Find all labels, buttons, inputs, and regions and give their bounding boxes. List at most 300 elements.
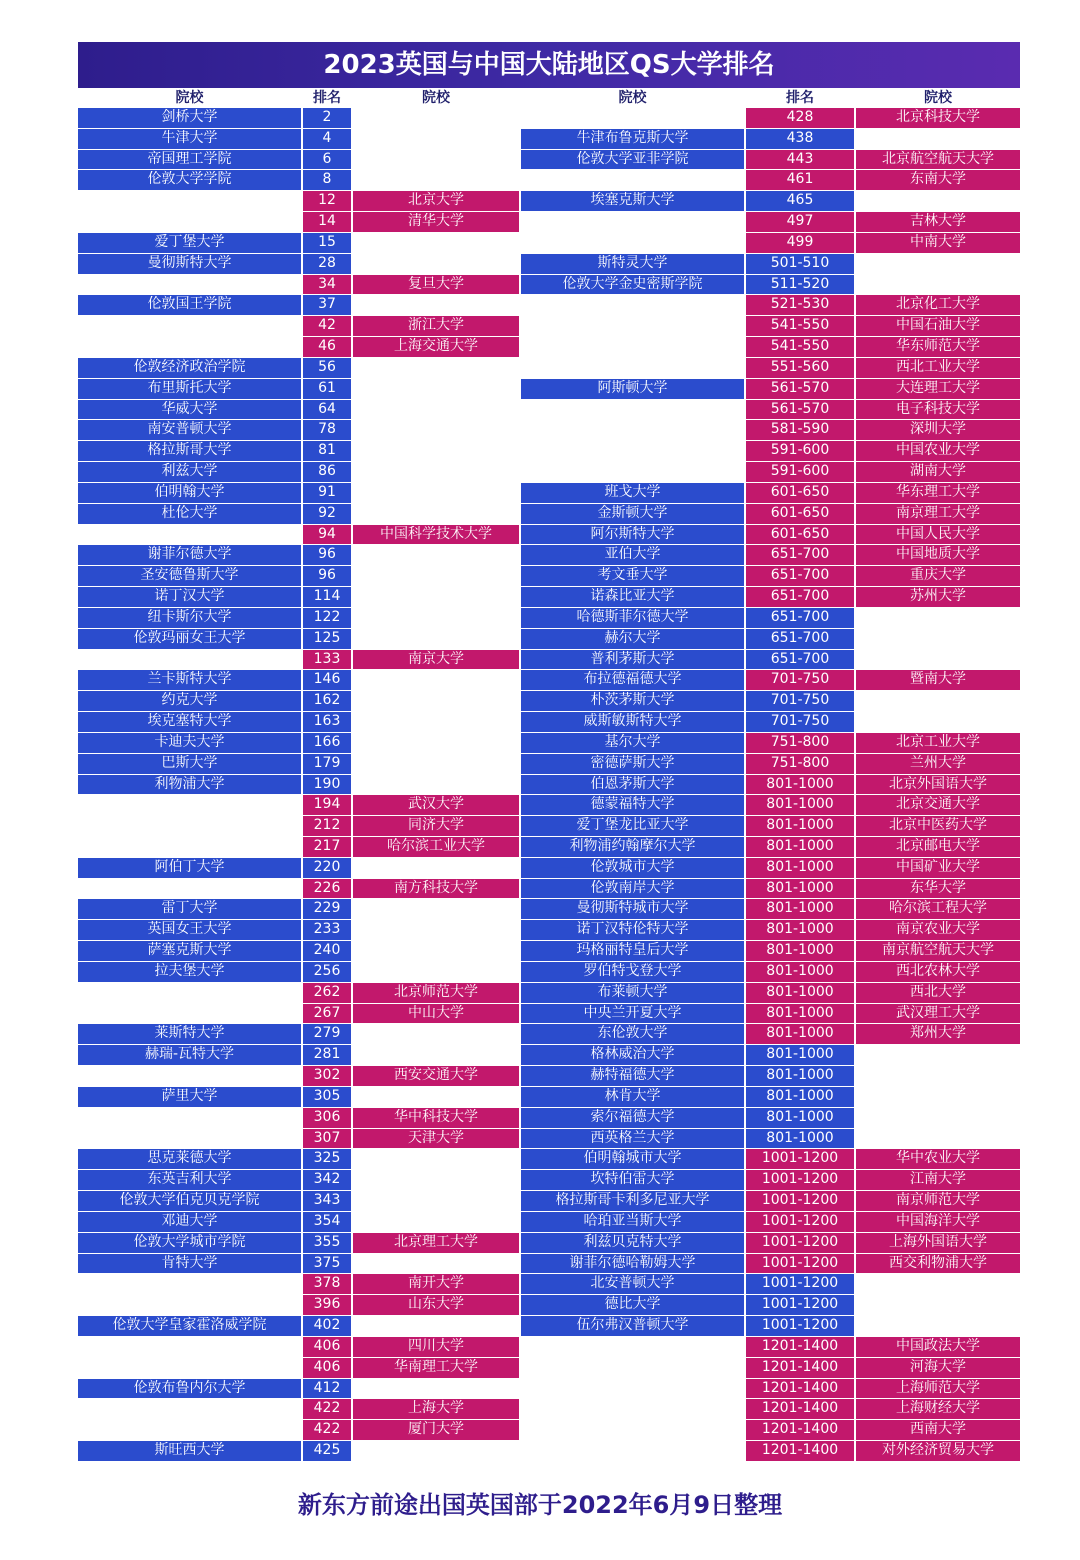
uk-school-cell: 金斯顿大学 <box>521 504 744 524</box>
cn-school-cell: 上海大学 <box>353 1399 519 1419</box>
table-row <box>78 295 1020 316</box>
footer-credit: 新东方前途出国英国部于2022年6月9日整理 <box>297 1491 783 1519</box>
header-cn-school-right: 院校 <box>924 90 952 106</box>
rank-cell: 1001-1200 <box>746 1170 854 1190</box>
cn-school-cell: 西安交通大学 <box>353 1066 519 1086</box>
uk-school-cell: 伦敦国王学院 <box>78 295 301 315</box>
uk-school-cell: 英国女王大学 <box>78 920 301 940</box>
table-row <box>78 212 1020 233</box>
uk-school-cell: 德蒙福特大学 <box>521 795 744 815</box>
cn-school-cell: 浙江大学 <box>353 316 519 336</box>
table-row <box>78 525 1020 546</box>
uk-school-cell: 纽卡斯尔大学 <box>78 608 301 628</box>
rank-cell: 601-650 <box>746 504 854 524</box>
uk-school-cell: 东英吉利大学 <box>78 1170 301 1190</box>
cn-school-cell: 北京科技大学 <box>856 108 1020 128</box>
table-row <box>78 1295 1020 1316</box>
rank-cell: 551-560 <box>746 358 854 378</box>
rank-cell: 163 <box>303 712 351 732</box>
uk-school-cell: 诺丁汉特伦特大学 <box>521 920 744 940</box>
rank-cell: 511-520 <box>746 275 854 295</box>
uk-school-cell: 伦敦大学学院 <box>78 170 301 190</box>
rank-cell: 212 <box>303 816 351 836</box>
cn-school-cell: 南京大学 <box>353 650 519 670</box>
cn-school-cell: 武汉大学 <box>353 795 519 815</box>
cn-school-cell: 山东大学 <box>353 1295 519 1315</box>
uk-school-cell: 坎特伯雷大学 <box>521 1170 744 1190</box>
rank-cell: 306 <box>303 1108 351 1128</box>
rank-cell: 651-700 <box>746 566 854 586</box>
rank-cell: 91 <box>303 483 351 503</box>
rank-cell: 651-700 <box>746 608 854 628</box>
cn-school-cell: 复旦大学 <box>353 275 519 295</box>
table-header <box>78 88 1020 108</box>
table-row <box>78 316 1020 337</box>
uk-school-cell: 基尔大学 <box>521 733 744 753</box>
table-row <box>78 1441 1020 1462</box>
uk-school-cell: 约克大学 <box>78 691 301 711</box>
uk-school-cell: 伦敦玛丽女王大学 <box>78 629 301 649</box>
uk-school-cell: 杜伦大学 <box>78 504 301 524</box>
rank-cell: 34 <box>303 275 351 295</box>
uk-school-cell: 谢菲尔德大学 <box>78 545 301 565</box>
rank-cell: 378 <box>303 1274 351 1294</box>
table-row <box>78 483 1020 504</box>
cn-school-cell: 深圳大学 <box>856 420 1020 440</box>
rank-cell: 233 <box>303 920 351 940</box>
uk-school-cell: 格拉斯哥大学 <box>78 441 301 461</box>
rank-cell: 343 <box>303 1191 351 1211</box>
uk-school-cell: 普利茅斯大学 <box>521 650 744 670</box>
uk-school-cell: 雷丁大学 <box>78 899 301 919</box>
uk-school-cell: 诺森比亚大学 <box>521 587 744 607</box>
rank-cell: 801-1000 <box>746 1108 854 1128</box>
uk-school-cell: 伦敦经济政治学院 <box>78 358 301 378</box>
cn-school-cell: 华东师范大学 <box>856 337 1020 357</box>
rank-cell: 81 <box>303 441 351 461</box>
uk-school-cell: 埃克塞特大学 <box>78 712 301 732</box>
cn-school-cell: 兰州大学 <box>856 754 1020 774</box>
uk-school-cell: 林肯大学 <box>521 1087 744 1107</box>
uk-school-cell: 巴斯大学 <box>78 754 301 774</box>
table-row <box>78 712 1020 733</box>
table-row <box>78 941 1020 962</box>
rank-cell: 355 <box>303 1233 351 1253</box>
cn-school-cell: 西南大学 <box>856 1420 1020 1440</box>
rank-cell: 499 <box>746 233 854 253</box>
cn-school-cell: 江南大学 <box>856 1170 1020 1190</box>
rank-cell: 751-800 <box>746 754 854 774</box>
table-row <box>78 191 1020 212</box>
rank-cell: 801-1000 <box>746 899 854 919</box>
table-row <box>78 837 1020 858</box>
cn-school-cell: 北京邮电大学 <box>856 837 1020 857</box>
uk-school-cell: 伦敦南岸大学 <box>521 879 744 899</box>
rank-cell: 581-590 <box>746 420 854 440</box>
cn-school-cell: 四川大学 <box>353 1337 519 1357</box>
table-row <box>78 1066 1020 1087</box>
uk-school-cell: 爱丁堡大学 <box>78 233 301 253</box>
rank-cell: 146 <box>303 670 351 690</box>
rank-cell: 801-1000 <box>746 795 854 815</box>
cn-school-cell: 华中科技大学 <box>353 1108 519 1128</box>
cn-school-cell: 中山大学 <box>353 1004 519 1024</box>
cn-school-cell: 北京理工大学 <box>353 1233 519 1253</box>
rank-cell: 2 <box>303 108 351 128</box>
uk-school-cell: 格林威治大学 <box>521 1045 744 1065</box>
table-row <box>78 1420 1020 1441</box>
cn-school-cell: 华南理工大学 <box>353 1358 519 1378</box>
uk-school-cell: 莱斯特大学 <box>78 1024 301 1044</box>
rank-cell: 302 <box>303 1066 351 1086</box>
table-row <box>78 420 1020 441</box>
cn-school-cell: 苏州大学 <box>856 587 1020 607</box>
uk-school-cell: 伦敦大学伯克贝克学院 <box>78 1191 301 1211</box>
uk-school-cell: 剑桥大学 <box>78 108 301 128</box>
uk-school-cell: 谢菲尔德哈勒姆大学 <box>521 1254 744 1274</box>
rank-cell: 801-1000 <box>746 1129 854 1149</box>
table-row <box>78 1379 1020 1400</box>
table-row <box>78 962 1020 983</box>
table-row <box>78 858 1020 879</box>
table-row <box>78 379 1020 400</box>
uk-school-cell: 伦敦大学皇家霍洛威学院 <box>78 1316 301 1336</box>
table-row <box>78 1004 1020 1025</box>
header-cn-school-left: 院校 <box>422 90 450 106</box>
rank-cell: 1001-1200 <box>746 1233 854 1253</box>
cn-school-cell: 上海外国语大学 <box>856 1233 1020 1253</box>
rank-cell: 1201-1400 <box>746 1337 854 1357</box>
cn-school-cell: 北京工业大学 <box>856 733 1020 753</box>
uk-school-cell: 思克莱德大学 <box>78 1149 301 1169</box>
uk-school-cell: 玛格丽特皇后大学 <box>521 941 744 961</box>
table-row <box>78 670 1020 691</box>
uk-school-cell: 罗伯特戈登大学 <box>521 962 744 982</box>
cn-school-cell: 南京理工大学 <box>856 504 1020 524</box>
cn-school-cell: 中国石油大学 <box>856 316 1020 336</box>
cn-school-cell: 对外经济贸易大学 <box>856 1441 1020 1461</box>
uk-school-cell: 曼彻斯特大学 <box>78 254 301 274</box>
rank-cell: 422 <box>303 1399 351 1419</box>
rank-cell: 240 <box>303 941 351 961</box>
cn-school-cell: 北京大学 <box>353 191 519 211</box>
uk-school-cell: 朴茨茅斯大学 <box>521 691 744 711</box>
uk-school-cell: 威斯敏斯特大学 <box>521 712 744 732</box>
cn-school-cell: 南开大学 <box>353 1274 519 1294</box>
rank-cell: 561-570 <box>746 400 854 420</box>
table-row <box>78 1337 1020 1358</box>
rank-cell: 541-550 <box>746 337 854 357</box>
rank-cell: 406 <box>303 1358 351 1378</box>
rank-cell: 801-1000 <box>746 962 854 982</box>
rank-cell: 166 <box>303 733 351 753</box>
table-row <box>78 608 1020 629</box>
rank-cell: 701-750 <box>746 691 854 711</box>
rank-cell: 256 <box>303 962 351 982</box>
rank-cell: 12 <box>303 191 351 211</box>
rank-cell: 217 <box>303 837 351 857</box>
cn-school-cell: 清华大学 <box>353 212 519 232</box>
uk-school-cell: 亚伯大学 <box>521 545 744 565</box>
rank-cell: 281 <box>303 1045 351 1065</box>
table-row <box>78 462 1020 483</box>
cn-school-cell: 大连理工大学 <box>856 379 1020 399</box>
table-row <box>78 275 1020 296</box>
rank-cell: 61 <box>303 379 351 399</box>
rank-cell: 1001-1200 <box>746 1295 854 1315</box>
rank-cell: 801-1000 <box>746 1004 854 1024</box>
cn-school-cell: 中国科学技术大学 <box>353 525 519 545</box>
cn-school-cell: 中国人民大学 <box>856 525 1020 545</box>
header-uk-school-left: 院校 <box>175 90 204 106</box>
cn-school-cell: 西北大学 <box>856 983 1020 1003</box>
uk-school-cell: 伯明翰大学 <box>78 483 301 503</box>
table-row <box>78 1233 1020 1254</box>
header-rank-left: 排名 <box>313 90 341 106</box>
rank-cell: 651-700 <box>746 650 854 670</box>
table-row <box>78 879 1020 900</box>
table-row <box>78 983 1020 1004</box>
uk-school-cell: 圣安德鲁斯大学 <box>78 566 301 586</box>
rank-cell: 162 <box>303 691 351 711</box>
rank-cell: 14 <box>303 212 351 232</box>
rank-cell: 15 <box>303 233 351 253</box>
table-row <box>78 504 1020 525</box>
rank-cell: 425 <box>303 1441 351 1461</box>
rank-cell: 220 <box>303 858 351 878</box>
rank-cell: 96 <box>303 566 351 586</box>
table-row <box>78 920 1020 941</box>
rank-cell: 801-1000 <box>746 1024 854 1044</box>
rank-cell: 1201-1400 <box>746 1358 854 1378</box>
rank-cell: 801-1000 <box>746 1087 854 1107</box>
cn-school-cell: 郑州大学 <box>856 1024 1020 1044</box>
rank-cell: 501-510 <box>746 254 854 274</box>
rank-cell: 1201-1400 <box>746 1399 854 1419</box>
uk-school-cell: 伦敦城市大学 <box>521 858 744 878</box>
rank-cell: 226 <box>303 879 351 899</box>
uk-school-cell: 布拉德福德大学 <box>521 670 744 690</box>
rank-cell: 751-800 <box>746 733 854 753</box>
cn-school-cell: 北京师范大学 <box>353 983 519 1003</box>
table-row <box>78 733 1020 754</box>
uk-school-cell: 哈德斯菲尔德大学 <box>521 608 744 628</box>
rank-cell: 262 <box>303 983 351 1003</box>
uk-school-cell: 西英格兰大学 <box>521 1129 744 1149</box>
header-rank-right: 排名 <box>786 90 814 106</box>
cn-school-cell: 重庆大学 <box>856 566 1020 586</box>
cn-school-cell: 中国矿业大学 <box>856 858 1020 878</box>
rank-cell: 801-1000 <box>746 775 854 795</box>
uk-school-cell: 考文垂大学 <box>521 566 744 586</box>
rank-cell: 194 <box>303 795 351 815</box>
uk-school-cell: 利物浦约翰摩尔大学 <box>521 837 744 857</box>
uk-school-cell: 赫特福德大学 <box>521 1066 744 1086</box>
rank-cell: 190 <box>303 775 351 795</box>
uk-school-cell: 赫瑞-瓦特大学 <box>78 1045 301 1065</box>
uk-school-cell: 萨里大学 <box>78 1087 301 1107</box>
uk-school-cell: 伦敦大学城市学院 <box>78 1233 301 1253</box>
rank-cell: 229 <box>303 899 351 919</box>
rank-cell: 122 <box>303 608 351 628</box>
uk-school-cell: 萨塞克斯大学 <box>78 941 301 961</box>
rank-cell: 591-600 <box>746 441 854 461</box>
cn-school-cell: 北京中医药大学 <box>856 816 1020 836</box>
cn-school-cell: 中国政法大学 <box>856 1337 1020 1357</box>
uk-school-cell: 阿斯顿大学 <box>521 379 744 399</box>
rank-cell: 428 <box>746 108 854 128</box>
cn-school-cell: 中国海洋大学 <box>856 1212 1020 1232</box>
uk-school-cell: 赫尔大学 <box>521 629 744 649</box>
cn-school-cell: 中国农业大学 <box>856 441 1020 461</box>
cn-school-cell: 南京师范大学 <box>856 1191 1020 1211</box>
cn-school-cell: 西北农林大学 <box>856 962 1020 982</box>
rank-cell: 1201-1400 <box>746 1379 854 1399</box>
table-row <box>78 1087 1020 1108</box>
cn-school-cell: 北京外国语大学 <box>856 775 1020 795</box>
rank-cell: 651-700 <box>746 629 854 649</box>
rank-cell: 801-1000 <box>746 837 854 857</box>
table-body <box>78 108 1020 1462</box>
cn-school-cell: 南京农业大学 <box>856 920 1020 940</box>
table-row <box>78 650 1020 671</box>
uk-school-cell: 利物浦大学 <box>78 775 301 795</box>
rank-cell: 1001-1200 <box>746 1149 854 1169</box>
rank-cell: 651-700 <box>746 587 854 607</box>
rank-cell: 801-1000 <box>746 1045 854 1065</box>
table-row <box>78 337 1020 358</box>
rank-cell: 406 <box>303 1337 351 1357</box>
rank-cell: 78 <box>303 420 351 440</box>
table-row <box>78 795 1020 816</box>
uk-school-cell: 牛津布鲁克斯大学 <box>521 129 744 149</box>
cn-school-cell: 哈尔滨工业大学 <box>353 837 519 857</box>
rank-cell: 402 <box>303 1316 351 1336</box>
rank-cell: 6 <box>303 150 351 170</box>
uk-school-cell: 索尔福德大学 <box>521 1108 744 1128</box>
table-row <box>78 1191 1020 1212</box>
uk-school-cell: 伯恩茅斯大学 <box>521 775 744 795</box>
uk-school-cell: 曼彻斯特城市大学 <box>521 899 744 919</box>
table-row <box>78 545 1020 566</box>
uk-school-cell: 爱丁堡龙比亚大学 <box>521 816 744 836</box>
uk-school-cell: 利兹贝克特大学 <box>521 1233 744 1253</box>
cn-school-cell: 厦门大学 <box>353 1420 519 1440</box>
cn-school-cell: 暨南大学 <box>856 670 1020 690</box>
cn-school-cell: 西北工业大学 <box>856 358 1020 378</box>
table-row <box>78 233 1020 254</box>
rank-cell: 354 <box>303 1212 351 1232</box>
uk-school-cell: 布里斯托大学 <box>78 379 301 399</box>
rank-cell: 1001-1200 <box>746 1191 854 1211</box>
uk-school-cell: 利兹大学 <box>78 462 301 482</box>
cn-school-cell: 同济大学 <box>353 816 519 836</box>
table-row <box>78 816 1020 837</box>
cn-school-cell: 北京航空航天大学 <box>856 150 1020 170</box>
rank-cell: 701-750 <box>746 712 854 732</box>
ranking-table <box>78 88 1020 1462</box>
uk-school-cell: 伦敦大学亚非学院 <box>521 150 744 170</box>
uk-school-cell: 阿伯丁大学 <box>78 858 301 878</box>
table-row <box>78 1045 1020 1066</box>
cn-school-cell: 北京化工大学 <box>856 295 1020 315</box>
rank-cell: 94 <box>303 525 351 545</box>
rank-cell: 279 <box>303 1024 351 1044</box>
cn-school-cell: 电子科技大学 <box>856 400 1020 420</box>
table-row <box>78 775 1020 796</box>
table-row <box>78 629 1020 650</box>
cn-school-cell: 河海大学 <box>856 1358 1020 1378</box>
uk-school-cell: 兰卡斯特大学 <box>78 670 301 690</box>
cn-school-cell: 上海财经大学 <box>856 1399 1020 1419</box>
rank-cell: 64 <box>303 400 351 420</box>
rank-cell: 96 <box>303 545 351 565</box>
rank-cell: 267 <box>303 1004 351 1024</box>
table-row <box>78 587 1020 608</box>
uk-school-cell: 帝国理工学院 <box>78 150 301 170</box>
uk-school-cell: 布莱顿大学 <box>521 983 744 1003</box>
rank-cell: 801-1000 <box>746 941 854 961</box>
cn-school-cell: 中南大学 <box>856 233 1020 253</box>
rank-cell: 541-550 <box>746 316 854 336</box>
rank-cell: 1001-1200 <box>746 1212 854 1232</box>
rank-cell: 342 <box>303 1170 351 1190</box>
rank-cell: 1001-1200 <box>746 1274 854 1294</box>
rank-cell: 412 <box>303 1379 351 1399</box>
uk-school-cell: 北安普顿大学 <box>521 1274 744 1294</box>
table-row <box>78 1024 1020 1045</box>
rank-cell: 46 <box>303 337 351 357</box>
rank-cell: 422 <box>303 1420 351 1440</box>
rank-cell: 42 <box>303 316 351 336</box>
rank-cell: 375 <box>303 1254 351 1274</box>
uk-school-cell: 邓迪大学 <box>78 1212 301 1232</box>
uk-school-cell: 班戈大学 <box>521 483 744 503</box>
uk-school-cell: 伯明翰城市大学 <box>521 1149 744 1169</box>
uk-school-cell: 伦敦布鲁内尔大学 <box>78 1379 301 1399</box>
cn-school-cell: 上海交通大学 <box>353 337 519 357</box>
rank-cell: 307 <box>303 1129 351 1149</box>
rank-cell: 28 <box>303 254 351 274</box>
rank-cell: 443 <box>746 150 854 170</box>
cn-school-cell: 东南大学 <box>856 170 1020 190</box>
rank-cell: 114 <box>303 587 351 607</box>
table-row <box>78 254 1020 275</box>
rank-cell: 801-1000 <box>746 858 854 878</box>
rank-cell: 801-1000 <box>746 879 854 899</box>
rank-cell: 8 <box>303 170 351 190</box>
rank-cell: 37 <box>303 295 351 315</box>
rank-cell: 1201-1400 <box>746 1441 854 1461</box>
cn-school-cell: 西交利物浦大学 <box>856 1254 1020 1274</box>
rank-cell: 521-530 <box>746 295 854 315</box>
uk-school-cell: 埃塞克斯大学 <box>521 191 744 211</box>
uk-school-cell: 斯旺西大学 <box>78 1441 301 1461</box>
table-row <box>78 170 1020 191</box>
rank-cell: 461 <box>746 170 854 190</box>
cn-school-cell: 上海师范大学 <box>856 1379 1020 1399</box>
table-row <box>78 108 1020 129</box>
uk-school-cell: 华威大学 <box>78 400 301 420</box>
uk-school-cell: 拉夫堡大学 <box>78 962 301 982</box>
table-row <box>78 358 1020 379</box>
table-row <box>78 1212 1020 1233</box>
table-row <box>78 899 1020 920</box>
rank-cell: 561-570 <box>746 379 854 399</box>
table-row <box>78 1358 1020 1379</box>
rank-cell: 701-750 <box>746 670 854 690</box>
cn-school-cell: 哈尔滨工程大学 <box>856 899 1020 919</box>
